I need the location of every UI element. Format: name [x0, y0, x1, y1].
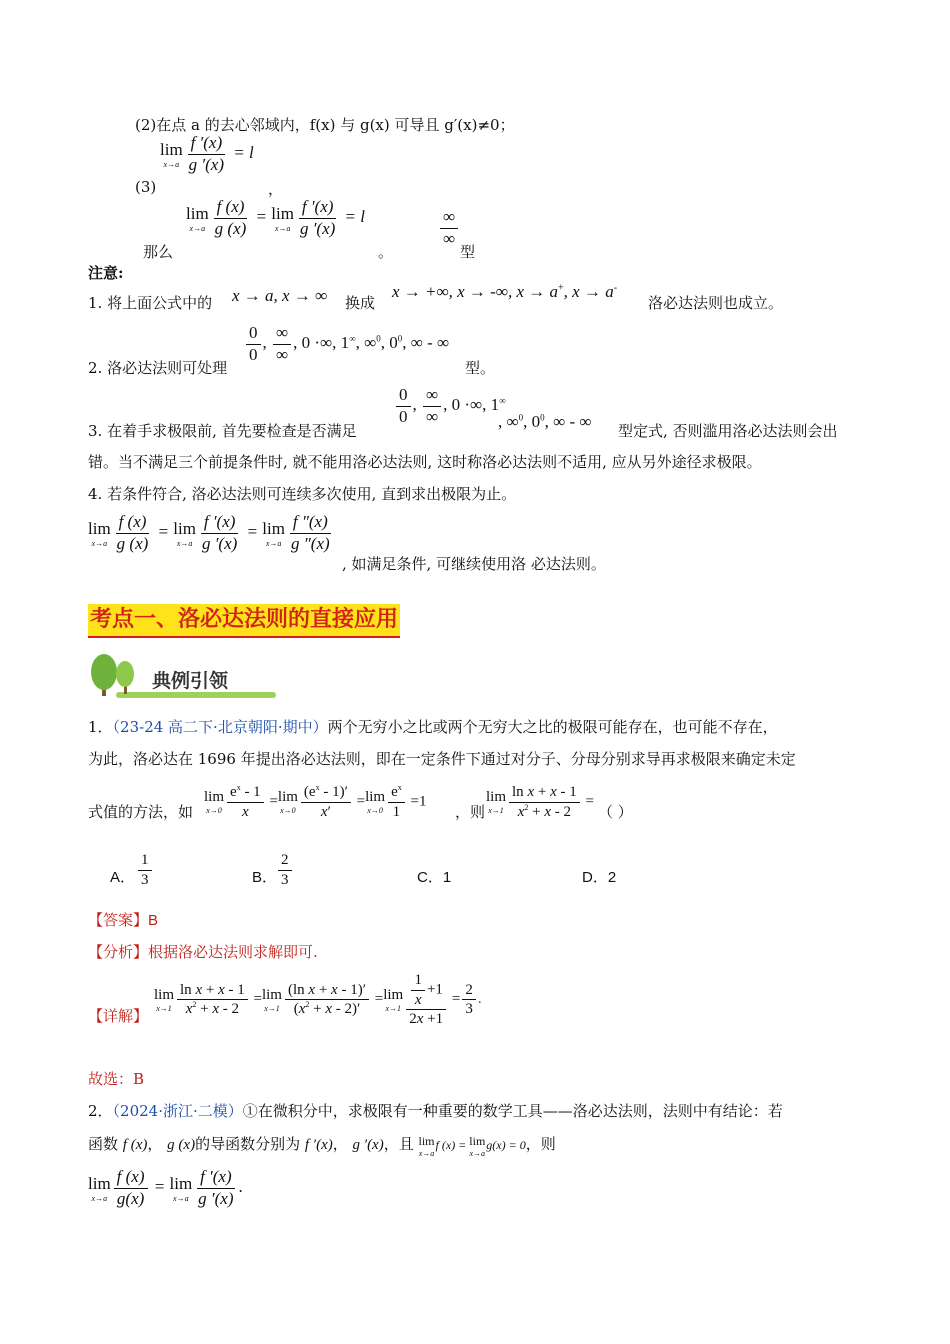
q2-number: 2． [88, 1102, 113, 1120]
infinity-over-infinity: $\frac{\infty}{\infty}$ [438, 208, 460, 248]
note-3-post: 型定式, 否则滥用洛必达法则会出 [618, 422, 838, 440]
q1-text3-pre: 式值的方法，如 [88, 803, 194, 821]
condition-3-formula: lim x→a $\frac{f '(x)}{g '(x)}$ = l [160, 133, 254, 174]
q2-formula: lim x→a $\frac{f (x)}{g(x)}$ = lim x→a $\frac{f '(x)}{g '(x)}$ . [88, 1167, 243, 1208]
q1-target-formula: lim x→1 $\frac{\text{ln x + x - 1}}{x^2 + x - 2}$ = [486, 784, 594, 820]
option-a-label[interactable]: A． [110, 869, 136, 886]
note-4-formula: lim x→a $\frac{f (x)}{g (x)}$ = lim x→a $\frac{f '(x)}{g '(x)}$ = lim x→a $\frac{f ''(x)}{g ''(x)}$ [88, 512, 330, 553]
option-b-value: $\frac{2}{3}$ [276, 852, 294, 888]
notes-title: 注意: [88, 264, 124, 282]
then-formula: lim x→a $\frac{f (x)}{g (x)}$ = lim x→a $\frac{f '(x)}{g '(x)}$ = l [186, 197, 366, 238]
q1-example-formula: lim x→0 $\frac{e^x - 1}{x}$ =lim x→0 $\frac{(e^x - 1)'}{x'}$ =lim x→0 $\frac{e^x}{1}$ =1 [204, 783, 427, 820]
q2-line1 [88, 1100, 783, 1121]
note-4: 4. 若条件符合, 洛必达法则可连续多次使用, 直到求出极限为止。 [88, 485, 517, 503]
option-a-value: $\frac{1}{3}$ [136, 852, 154, 888]
note-1-post: 洛必达法则也成立。 [648, 294, 784, 312]
q2-text1: ①在微积分中，求极限有一种重要的数学工具——洛必达法则，法则中有结论：若 [242, 1102, 783, 1120]
note-2-post: 型。 [465, 359, 496, 377]
note-1-limit-b: x → +∞, x → -∞, x → a+, x → a- [392, 282, 618, 301]
note-1-mid: 换成 [345, 294, 376, 312]
condition-3-comma: ， [268, 180, 284, 198]
option-b-label[interactable]: B． [252, 869, 278, 886]
q2-source: （2024·浙江·二模） [112, 1102, 243, 1120]
q1-choose: 故选：B [88, 1070, 145, 1088]
note-1-limit-a: x → a, x → ∞ [232, 286, 328, 305]
option-d[interactable]: D．2 [582, 869, 617, 886]
note-3-line2: 错。当不满足三个前提条件时, 就不能用洛必达法则, 这时称洛必达法则不适用, 应从另外途径求极限。 [88, 453, 762, 471]
q1-source: （23-24 高二下·北京朝阳·期中） [112, 718, 328, 736]
q1-analysis: 【分析】根据洛必达法则求解即可. [88, 943, 318, 961]
example-banner [88, 652, 278, 704]
q1-line1 [88, 716, 778, 737]
banner-label: 典例引领 [152, 670, 229, 692]
q1-number: 1． [88, 718, 113, 736]
then-period: 。 [378, 243, 394, 261]
note-3-forms-a: $\frac{0}{0}$ , $\frac{\infty}{\infty}$ , 0 ·∞, 1∞ [394, 386, 506, 426]
note-2-pre: 2. 洛必达法则可处理 [88, 359, 228, 377]
q1-answer: 【答案】B [88, 911, 159, 929]
q1-text1: 两个无穷小之比或两个无穷大之比的极限可能存在，也可能不存在， [327, 718, 778, 736]
note-1-pre: 1. 将上面公式中的 [88, 294, 213, 312]
then-label: 那么 [143, 243, 174, 261]
q1-detail-label: 【详解】 [88, 1007, 149, 1025]
note-3-forms-b: , ∞$^0$, $0^0$, ∞ - ∞ [498, 412, 592, 431]
q2-line2: 函数 f (x)， g (x)的导函数分别为 f ′(x)， g ′(x)，且 lim x→a f (x) = lim x→a g(x) = 0，则 [88, 1134, 556, 1159]
q1-detail-formula: lim x→1 $\frac{\text{ln x + x - 1}}{x^2 + x - 2}$ =lim x→1 $\frac{\text{(ln x + x - 1)′}}{(x^2 + x - 2)'}$ =lim x→1 $\frac{1}{x}$ +1 2x +1 = $\frac{2}{3}$ . [154, 972, 482, 1027]
condition-3-label: (3) [135, 178, 157, 196]
q1-text3-mid: ，则 [455, 803, 486, 821]
type-suffix: 型 [460, 243, 476, 261]
note-2-forms: $\frac{0}{0}$ , $\frac{\infty}{\infty}$ , 0 ·∞, 1∞, ∞$^0$, $0^0$, ∞ - ∞ [244, 324, 449, 364]
q1-text2: 为此，洛必达在 1696 年提出洛必达法则，即在一定条件下通过对分子、分母分别求导再求极限来确定未定 [88, 750, 796, 768]
option-c[interactable]: C．1 [417, 869, 452, 886]
note-4-tail: , 如满足条件, 可继续使用洛 必达法则。 [342, 555, 606, 573]
q1-paren: （ ） [598, 803, 633, 821]
section-heading: 考点一、洛必达法则的直接应用 [88, 604, 400, 638]
condition-2: (2)在点 a 的去心邻域内，f(x) 与 g(x) 可导且 g′(x)≠0； [135, 116, 515, 134]
note-3-pre: 3. 在着手求极限前, 首先要检查是否满足 [88, 422, 357, 440]
